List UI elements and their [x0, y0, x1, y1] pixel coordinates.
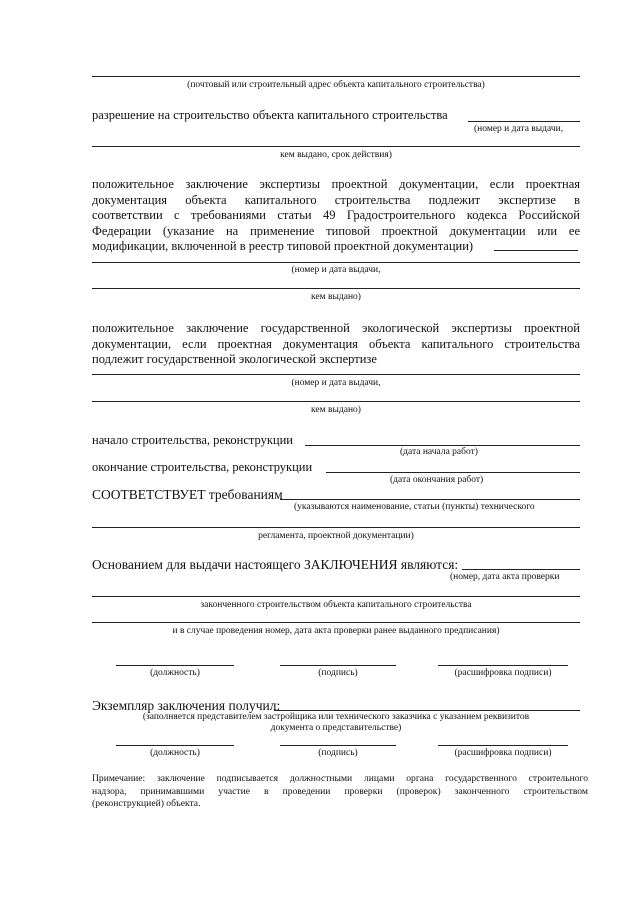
complies-caption-1: (указываются наименование, статьи (пункты) технического: [294, 502, 535, 512]
basis-line-2: [92, 596, 580, 597]
eco-line-b: [92, 401, 580, 402]
start-field-line: [305, 445, 580, 446]
copy-caption-2: документа о представительстве): [270, 723, 402, 733]
expertise-line-b: [92, 288, 580, 289]
permit-label: разрешение на строительство объекта капитального строительства: [92, 108, 448, 122]
eco-line-2: документации, если проектная документация объекта капитального строительства: [92, 336, 580, 351]
basis-field-line: [462, 569, 580, 570]
expertise-field-line: [494, 250, 578, 251]
address-line: [92, 76, 580, 77]
sign2-decoding-caption: (расшифровка подписи): [454, 748, 552, 758]
sign1-signature-caption: (подпись): [318, 668, 358, 678]
sign1-position-line: [116, 665, 234, 666]
complies-label: СООТВЕТСТВУЕТ требованиям: [92, 487, 283, 502]
eco-line-1: положительное заключение государственной экологической экспертизы проектной: [92, 321, 580, 335]
eco-line-3: подлежит государственной экологической экспертизе: [92, 352, 377, 366]
basis-caption-3: и в случае проведения номер, дата акта проверки ранее выданного предписания): [172, 626, 500, 636]
expertise-line-2: документация объекта капитального строительства подлежит экспертизе в: [92, 192, 580, 207]
note-line-2: надзора, принимавшими участие в проведении проверки (проверок) законченного строительством: [92, 785, 588, 797]
complies-line-2: [92, 527, 580, 528]
permit-field-line: [468, 121, 580, 122]
basis-caption-2: законченного строительством объекта капитального строительства: [200, 600, 472, 610]
expertise-caption-1: (номер и дата выдачи,: [291, 265, 381, 275]
basis-caption-1: (номер, дата акта проверки: [450, 572, 560, 582]
note-line-3: (реконструкцией) объекта.: [92, 798, 201, 809]
sign2-position-line: [116, 745, 234, 746]
sign1-position-caption: (должность): [150, 668, 200, 678]
sign2-signature-line: [280, 745, 396, 746]
start-caption: (дата начала работ): [400, 447, 478, 457]
end-caption: (дата окончания работ): [390, 475, 484, 485]
expertise-caption-2: кем выдано): [311, 292, 361, 302]
sign2-position-caption: (должность): [150, 748, 200, 758]
sign2-signature-caption: (подпись): [318, 748, 358, 758]
end-field-line: [326, 472, 580, 473]
expertise-line-3: соответствии с требованиями статьи 49 Градостроительного кодекса Российской: [92, 208, 580, 222]
sign1-decoding-line: [438, 665, 568, 666]
expertise-line-1: положительное заключение экспертизы проектной документации, если проектная: [92, 177, 580, 191]
start-label: начало строительства, реконструкции: [92, 433, 293, 447]
basis-label: Основанием для выдачи настоящего ЗАКЛЮЧЕНИЯ являются:: [92, 557, 459, 572]
permit-line-2: [92, 146, 580, 147]
eco-line-a: [92, 374, 580, 375]
sign1-signature-line: [280, 665, 396, 666]
note-line-1: Примечание: заключение подписывается должностными лицами органа государственного строительного: [92, 773, 588, 784]
address-caption: (почтовый или строительный адрес объекта капитального строительства): [187, 80, 485, 90]
eco-caption-1: (номер и дата выдачи,: [291, 378, 381, 388]
eco-caption-2: кем выдано): [311, 405, 361, 415]
expertise-line-a: [92, 262, 580, 263]
expertise-line-4: Федерации (указание на применение типовой проектной документации или ее: [92, 223, 580, 238]
sign1-decoding-caption: (расшифровка подписи): [454, 668, 552, 678]
permit-caption-1: (номер и дата выдачи,: [474, 124, 564, 134]
end-label: окончание строительства, реконструкции: [92, 460, 313, 474]
copy-caption-1: (заполняется представителем застройщика или технического заказчика с указанием реквизитов: [142, 712, 530, 722]
basis-line-3: [92, 622, 580, 623]
permit-caption-2: кем выдано, срок действия): [280, 150, 392, 160]
complies-caption-2: регламента, проектной документации): [258, 531, 414, 541]
expertise-line-5: модификации, включенной в реестр типовой проектной документации): [92, 239, 474, 253]
complies-field-line: [280, 499, 580, 500]
sign2-decoding-line: [438, 745, 568, 746]
copy-field-line: [274, 710, 580, 711]
copy-label: Экземпляр заключения получил:: [92, 698, 281, 713]
